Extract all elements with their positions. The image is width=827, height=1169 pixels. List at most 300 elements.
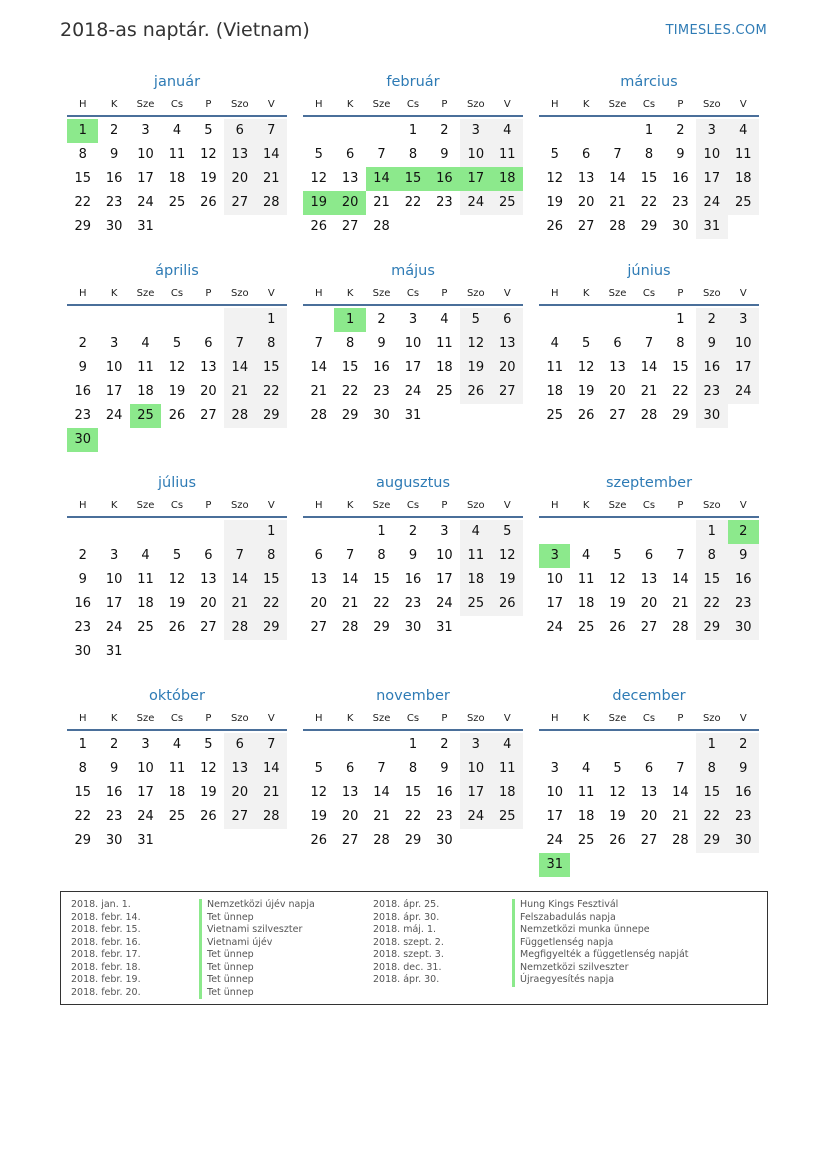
day-cell: 29 [404,833,422,848]
day-cell: 22 [373,596,390,611]
day-cell: 20 [609,384,626,399]
empty-cell [303,119,334,143]
day-cell: 2 [78,548,87,563]
weekday-label: P [441,500,448,511]
day-cell: 16 [696,356,727,380]
day-cell: 22 [696,805,727,829]
day-cell: 26 [168,408,186,423]
empty-cell [334,119,365,143]
empty-cell [303,308,334,332]
day-cell: 21 [672,596,689,611]
empty-cell [429,215,460,239]
day-cell: 3 [460,119,491,143]
weekday-label: V [503,99,511,110]
day-cell: 14 [609,171,626,186]
days-grid [539,520,759,640]
weekday-label: H [550,288,559,299]
day-cell: 26 [609,833,626,848]
day-cell: 23 [74,408,91,423]
empty-cell [602,520,633,544]
day-cell: 18 [728,167,759,191]
legend-names-left [199,899,315,999]
day-cell: 2 [440,123,449,138]
day-cell: 18 [492,781,523,805]
day-cell: 6 [644,761,654,776]
weekday-label: K [346,500,354,511]
day-cell: 29 [373,620,390,635]
weekday-header [303,494,523,518]
weekday-label: P [441,288,448,299]
day-cell: 9 [78,572,87,587]
day-cell: 4 [492,733,523,757]
weekday-label: Sze [608,713,627,724]
month-name: december [612,688,686,704]
empty-cell [397,215,428,239]
days-grid [67,733,287,853]
legend-date: 2018. jan. 1. [71,899,131,910]
day-cell: 10 [105,572,123,587]
day-cell: 3 [728,308,759,332]
day-cell: 10 [460,757,491,781]
weekday-label: P [205,99,212,110]
weekday-label: Cs [406,99,420,110]
day-cell: 20 [492,356,523,380]
day-cell: 3 [550,761,559,776]
legend-date: 2018. febr. 20. [71,986,141,998]
day-cell: 23 [404,596,422,611]
day-cell: 8 [408,761,418,776]
day-cell: 25 [130,404,161,428]
day-cell: 7 [676,548,685,563]
day-cell: 26 [168,620,186,635]
day-cell: 31 [539,853,570,877]
day-cell: 4 [460,520,491,544]
weekday-label: Szo [702,99,721,110]
day-cell: 29 [74,219,91,234]
weekday-label: P [205,500,212,511]
legend-holiday-name: Függetlenség napja [512,937,689,950]
day-cell: 19 [303,191,334,215]
legend-holiday-name: Tet ünnep [199,949,315,962]
day-cell: 15 [74,785,91,800]
month-0 [67,71,287,239]
day-cell: 13 [341,785,359,800]
day-cell: 15 [256,356,287,380]
empty-cell [539,733,570,757]
day-cell: 29 [696,829,727,853]
weekday-label: V [739,500,747,511]
day-cell: 12 [200,147,217,162]
day-cell: 11 [728,143,759,167]
day-cell: 5 [172,548,182,563]
month-name: november [376,688,450,704]
legend-holiday-name: Újraegyesítés napja [512,974,689,987]
day-cell: 8 [78,761,87,776]
day-cell: 18 [436,360,453,375]
day-cell: 10 [460,143,491,167]
day-cell: 5 [613,761,622,776]
day-cell: 24 [436,596,453,611]
day-cell: 5 [314,147,323,162]
empty-cell [193,829,224,853]
month-2 [539,71,759,239]
legend-holiday-name: Tet ünnep [199,974,315,987]
weekday-label: V [503,713,511,724]
weekday-label: Szo [466,713,485,724]
weekday-label: H [550,713,559,724]
day-cell: 19 [168,384,186,399]
empty-cell [224,215,255,239]
weekday-label: Szo [466,500,485,511]
day-cell: 22 [341,384,359,399]
day-cell: 17 [137,785,154,800]
day-cell: 28 [224,404,255,428]
day-cell: 21 [224,592,255,616]
day-cell: 26 [310,219,327,234]
weekday-header [539,494,759,518]
weekday-label: Sze [372,99,391,110]
day-cell: 2 [408,524,418,539]
day-cell: 14 [310,360,327,375]
day-cell: 26 [200,809,217,824]
day-cell: 3 [109,336,119,351]
day-cell: 3 [408,312,418,327]
legend-date: 2018. febr. 19. [71,974,141,985]
empty-cell [696,853,727,877]
day-cell: 9 [728,544,759,568]
weekday-header [303,93,523,117]
empty-cell [602,733,633,757]
empty-cell [193,428,224,452]
day-cell: 7 [377,761,386,776]
day-cell: 24 [460,805,491,829]
day-cell: 9 [109,147,119,162]
day-cell: 21 [256,167,287,191]
empty-cell [728,853,759,877]
day-cell: 11 [460,544,491,568]
day-cell: 2 [377,312,386,327]
day-cell: 22 [696,592,727,616]
day-cell: 28 [373,833,390,848]
weekday-label: H [550,500,559,511]
empty-cell [633,853,664,877]
day-cell: 29 [341,408,359,423]
day-cell: 11 [492,757,523,781]
day-cell: 6 [314,548,323,563]
month-name: május [391,263,435,279]
weekday-label: Cs [170,288,184,299]
empty-cell [492,829,523,853]
day-cell: 26 [609,620,626,635]
day-cell: 5 [204,737,213,752]
empty-cell [633,308,664,332]
day-cell: 9 [728,757,759,781]
day-cell: 4 [141,548,150,563]
empty-cell [224,640,255,664]
day-cell: 13 [200,572,217,587]
legend-holiday-name: Megfigyelték a függetlenség napját [512,949,689,962]
month-name: január [153,74,201,90]
days-grid [67,520,287,664]
day-cell: 14 [640,360,658,375]
empty-cell [665,520,696,544]
legend-holiday-name: Tet ünnep [199,987,315,1000]
month-8 [539,472,759,640]
day-cell: 24 [137,195,154,210]
day-cell: 14 [256,757,287,781]
day-cell: 12 [460,332,491,356]
weekday-label: Sze [136,713,155,724]
day-cell: 17 [460,781,491,805]
empty-cell [539,119,570,143]
day-cell: 9 [440,147,449,162]
day-cell: 8 [78,147,87,162]
day-cell: 23 [436,809,453,824]
day-cell: 9 [676,147,685,162]
day-cell: 17 [728,356,759,380]
month-5 [539,260,759,428]
month-9 [67,685,287,853]
empty-cell [570,308,601,332]
empty-cell [193,640,224,664]
weekday-label: K [110,500,118,511]
day-cell: 20 [577,195,595,210]
day-cell: 3 [696,119,727,143]
day-cell: 9 [109,761,119,776]
month-name: augusztus [375,475,451,491]
weekday-label: Szo [702,713,721,724]
day-cell: 4 [728,119,759,143]
day-cell: 10 [546,785,563,800]
day-cell: 23 [672,195,689,210]
empty-cell [665,853,696,877]
day-cell: 12 [200,761,217,776]
weekday-label: Szo [702,500,721,511]
empty-cell [303,520,334,544]
empty-cell [224,829,255,853]
day-cell: 22 [256,592,287,616]
days-grid [67,308,287,452]
day-cell: 17 [696,167,727,191]
weekday-label: H [78,713,87,724]
month-name: március [620,74,678,90]
empty-cell [492,215,523,239]
empty-cell [193,308,224,332]
weekday-label: K [110,99,118,110]
month-6 [67,472,287,664]
month-3 [67,260,287,452]
legend-date: 2018. febr. 17. [71,949,141,960]
brand-link[interactable]: TIMESLES.COM [665,23,767,38]
day-cell: 5 [314,761,323,776]
month-name: július [157,475,197,491]
day-cell: 15 [74,171,91,186]
day-cell: 1 [334,308,365,332]
day-cell: 12 [168,572,186,587]
day-cell: 21 [640,384,658,399]
day-cell: 25 [460,592,491,616]
day-cell: 12 [546,171,563,186]
day-cell: 24 [105,620,123,635]
day-cell: 16 [373,360,390,375]
weekday-label: Cs [642,713,656,724]
empty-cell [602,853,633,877]
day-cell: 14 [672,572,689,587]
day-cell: 11 [577,785,595,800]
day-cell: 18 [168,171,186,186]
day-cell: 6 [345,147,355,162]
day-cell: 12 [577,360,595,375]
day-cell: 20 [200,384,217,399]
day-cell: 27 [224,191,255,215]
legend-date: 2018. máj. 1. [373,924,437,935]
days-grid [539,733,759,877]
day-cell: 17 [546,596,563,611]
empty-cell [570,853,601,877]
empty-cell [334,733,365,757]
weekday-header [539,282,759,306]
empty-cell [429,404,460,428]
weekday-label: P [677,99,684,110]
weekday-label: Sze [372,713,391,724]
legend-holiday-name: Nemzetközi újév napja [199,899,315,912]
day-cell: 23 [728,592,759,616]
weekday-label: P [205,713,212,724]
day-cell: 13 [492,332,523,356]
legend-dates-right [373,899,444,987]
day-cell: 17 [460,167,491,191]
day-cell: 17 [404,360,422,375]
day-cell: 26 [460,380,491,404]
day-cell: 20 [334,191,365,215]
day-cell: 4 [550,336,559,351]
weekday-label: H [314,99,323,110]
empty-cell [366,119,397,143]
day-cell: 3 [539,544,570,568]
legend-date: 2018. febr. 14. [71,911,141,923]
day-cell: 14 [224,568,255,592]
legend-holiday-name: Vietnami újév [199,937,315,950]
day-cell: 24 [696,191,727,215]
legend-date: 2018. febr. 18. [71,961,141,973]
day-cell: 1 [408,123,418,138]
day-cell: 19 [609,596,626,611]
empty-cell [492,404,523,428]
day-cell: 20 [640,809,658,824]
page-title: 2018-as naptár. (Vietnam) [60,19,310,41]
day-cell: 10 [436,548,453,563]
days-grid [303,119,523,239]
day-cell: 10 [696,143,727,167]
day-cell: 7 [377,147,386,162]
day-cell: 11 [137,360,154,375]
empty-cell [728,215,759,239]
day-cell: 29 [640,219,658,234]
weekday-label: V [267,99,275,110]
day-cell: 15 [256,568,287,592]
empty-cell [193,520,224,544]
weekday-label: V [503,500,511,511]
legend-date: 2018. szept. 3. [373,949,444,960]
weekday-label: K [582,288,590,299]
weekday-label: Cs [170,713,184,724]
day-cell: 7 [345,548,355,563]
day-cell: 20 [640,596,658,611]
empty-cell [460,829,491,853]
day-cell: 17 [105,384,123,399]
day-cell: 20 [310,596,327,611]
weekday-label: P [441,713,448,724]
day-cell: 7 [224,544,255,568]
day-cell: 6 [613,336,622,351]
empty-cell [602,119,633,143]
month-11 [539,685,759,877]
weekday-label: Szo [466,99,485,110]
weekday-label: Cs [170,500,184,511]
day-cell: 1 [256,520,287,544]
empty-cell [130,520,161,544]
day-cell: 31 [404,408,422,423]
weekday-label: Sze [372,288,391,299]
day-cell: 27 [310,620,327,635]
legend-dates-left [71,899,141,999]
day-cell: 2 [676,123,685,138]
day-cell: 3 [141,123,150,138]
legend-holiday-name: Felszabadulás napja [512,912,689,925]
day-cell: 28 [640,408,658,423]
weekday-label: H [78,99,87,110]
legend-holiday-name: Nemzetközi munka ünnepe [512,924,689,937]
days-grid [303,733,523,853]
day-cell: 7 [256,119,287,143]
legend-date: 2018. ápr. 30. [373,974,440,985]
day-cell: 30 [436,833,453,848]
weekday-label: K [110,288,118,299]
day-cell: 22 [74,195,91,210]
day-cell: 4 [581,761,591,776]
weekday-label: Sze [608,99,627,110]
day-cell: 8 [696,757,727,781]
day-cell: 9 [696,332,727,356]
day-cell: 30 [728,616,759,640]
empty-cell [460,616,491,640]
weekday-label: Szo [230,99,249,110]
day-cell: 30 [105,219,123,234]
day-cell: 17 [105,596,123,611]
legend-date: 2018. febr. 16. [71,936,141,948]
day-cell: 16 [404,572,422,587]
weekday-label: K [346,713,354,724]
day-cell: 10 [137,147,154,162]
day-cell: 2 [109,123,119,138]
month-name: szeptember [605,475,693,491]
day-cell: 6 [581,147,591,162]
weekday-label: Cs [406,288,420,299]
weekday-label: P [205,288,212,299]
day-cell: 1 [696,520,727,544]
legend-date: 2018. ápr. 30. [373,911,440,923]
empty-cell [67,520,98,544]
day-cell: 11 [577,572,595,587]
weekday-header [303,707,523,731]
day-cell: 5 [172,336,182,351]
day-cell: 13 [640,785,658,800]
day-cell: 1 [67,119,98,143]
day-cell: 5 [460,308,491,332]
empty-cell [98,428,129,452]
day-cell: 27 [341,833,359,848]
empty-cell [161,829,192,853]
